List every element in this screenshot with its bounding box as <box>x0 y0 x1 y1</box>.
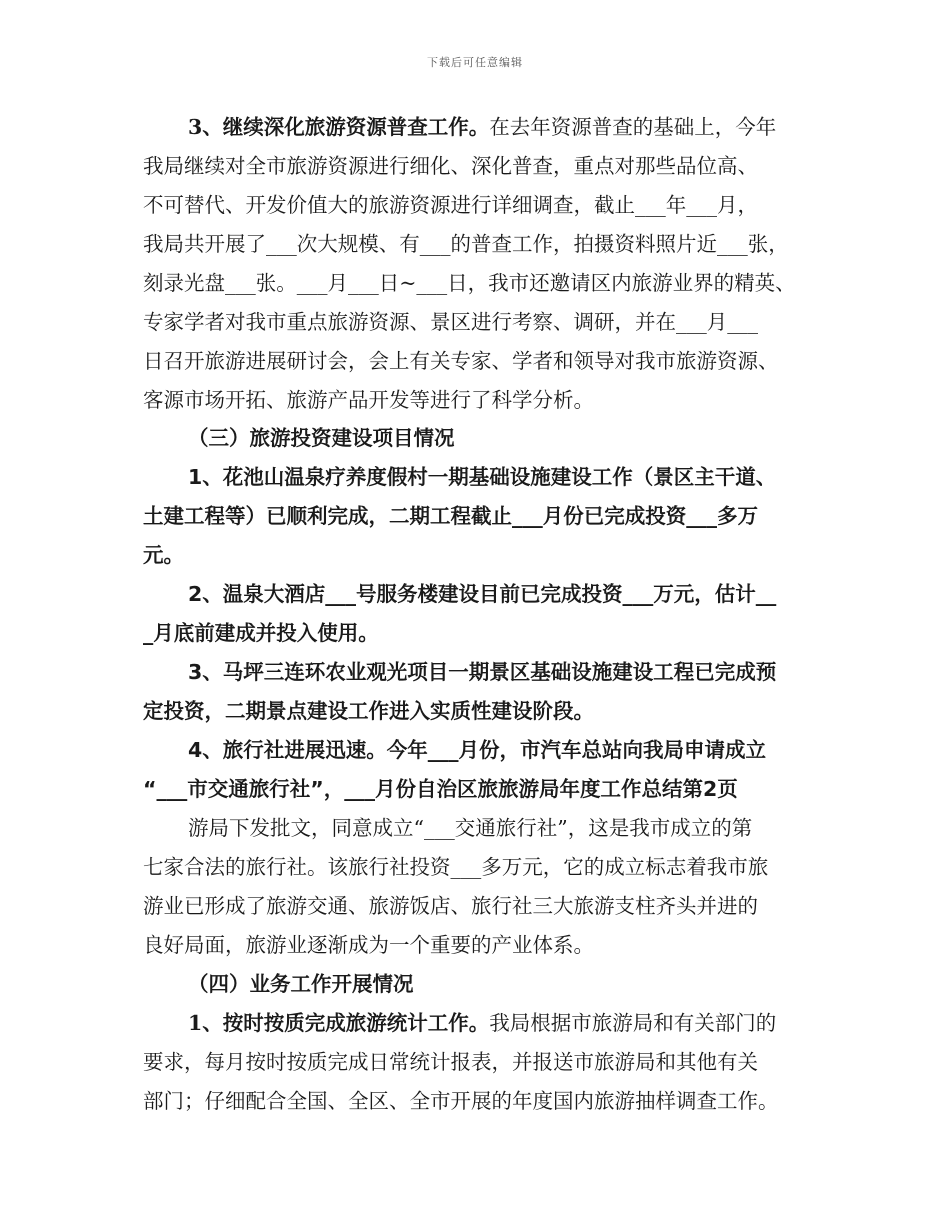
bold-text: “___市交通旅行社”，___月份自治区旅旅游局年度工作总结第2页 <box>143 777 738 801</box>
text-line <box>188 423 455 453</box>
bold-text: 土建工程等）已顺利完成，二期工程截止___月份已完成投资___多万 <box>143 504 758 528</box>
text-line <box>143 501 758 531</box>
text-line <box>143 891 758 921</box>
body-text: 日召开旅游进展研讨会，会上有关专家、学者和领导对我市旅游资源、 <box>143 349 779 373</box>
body-text: 客源市场开拓、旅游产品开发等进行了科学分析。 <box>143 388 594 412</box>
body-text: 良好局面，旅游业逐渐成为一个重要的产业体系。 <box>143 933 594 957</box>
text-line <box>188 813 752 843</box>
text-line <box>188 579 776 609</box>
bold-text: （四）业务工作开展情况 <box>188 972 414 996</box>
bold-text: 4、旅行社进展迅速。今年___月份，市汽车总站向我局申请成立 <box>188 738 767 762</box>
bold-text: 1、按时按质完成旅游统计工作。 <box>188 1011 490 1035</box>
bold-text: 1、花池山温泉疗养度假村一期基础设施建设工作（景区主干道、 <box>188 465 777 489</box>
body-text: 部门；仔细配合全国、全区、全市开展的年度国内旅游抽样调查工作。 <box>143 1089 779 1113</box>
body-text: 要求，每月按时按质完成日常统计报表，并报送市旅游局和其他有关 <box>143 1050 758 1074</box>
text-line <box>143 346 779 376</box>
bold-text: 2、温泉大酒店___号服务楼建设目前已完成投资___万元，估计__ <box>188 582 777 606</box>
text-line <box>188 735 766 765</box>
page-header: 下载后可任意编辑 <box>427 56 523 69</box>
body-text: 我局继续对全市旅游资源进行细化、深化普查，重点对那些品位高、 <box>143 154 758 178</box>
text-line <box>143 385 594 415</box>
body-text: 在去年资源普查的基础上，今年 <box>489 115 777 139</box>
text-line <box>143 151 758 181</box>
text-line <box>143 696 594 726</box>
bold-text: 3、马坪三连环农业观光项目一期景区基础设施建设工程已完成预 <box>188 660 777 684</box>
bold-text: （三）旅游投资建设项目情况 <box>188 426 455 450</box>
text-line <box>143 190 758 220</box>
body-text: 我局共开展了___次大规模、有___的普查工作，拍摄资料照片近___张， <box>143 232 789 256</box>
text-line <box>143 268 796 298</box>
body-text: 七家合法的旅行社。该旅行社投资___多万元，它的成立标志着我市旅 <box>143 855 769 879</box>
text-line <box>188 969 414 999</box>
text-line <box>143 618 379 648</box>
text-line <box>188 462 776 492</box>
text-line <box>143 852 768 882</box>
text-line <box>143 1086 779 1116</box>
body-text: 游局下发批文，同意成立“___交通旅行社”，这是我市成立的第 <box>188 816 753 840</box>
text-line <box>143 930 594 960</box>
bold-text: _月底前建成并投入使用。 <box>143 621 379 645</box>
body-text: 刻录光盘___张。___月___日~___日，我市还邀请区内旅游业界的精英、 <box>143 271 796 295</box>
body-text: 专家学者对我市重点旅游资源、景区进行考察、调研，并在___月___ <box>143 310 758 334</box>
bold-text: 元。 <box>143 543 184 567</box>
text-line <box>188 657 776 687</box>
body-text: 不可替代、开发价值大的旅游资源进行详细调查，截止___年___月， <box>143 193 758 217</box>
text-line <box>188 112 776 142</box>
body-text: 我局根据市旅游局和有关部门的 <box>489 1011 777 1035</box>
text-line <box>143 774 738 804</box>
text-line <box>143 540 184 570</box>
text-line <box>188 1008 776 1038</box>
bold-text: 3、继续深化旅游资源普查工作。 <box>188 115 490 139</box>
text-line <box>143 307 758 337</box>
bold-text: 定投资，二期景点建设工作进入实质性建设阶段。 <box>143 699 594 723</box>
text-line <box>143 229 789 259</box>
text-line <box>143 1047 758 1077</box>
body-text: 游业已形成了旅游交通、旅游饭店、旅行社三大旅游支柱齐头并进的 <box>143 894 758 918</box>
